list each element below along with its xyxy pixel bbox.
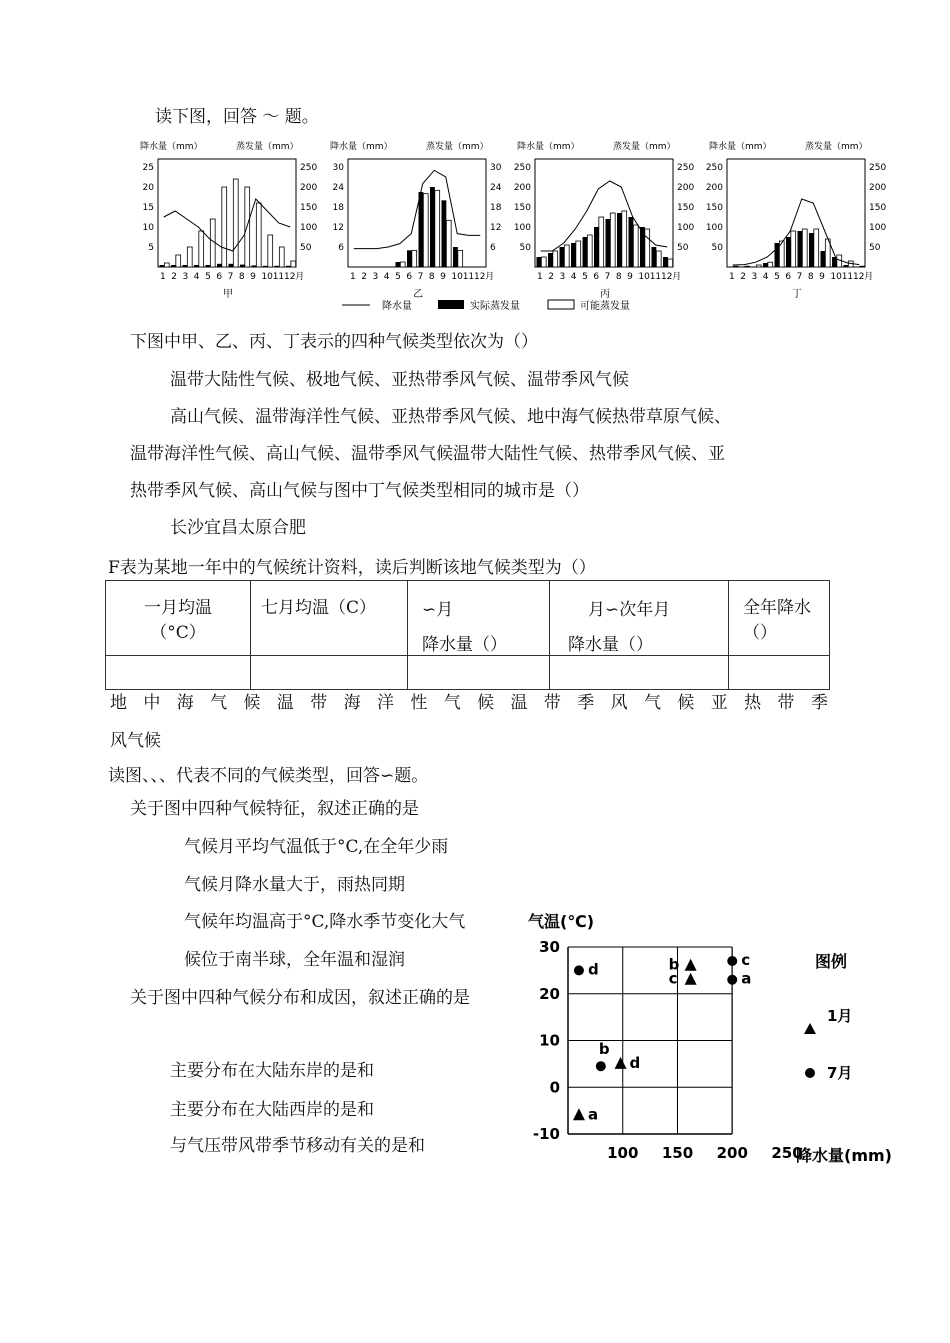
right-tick: 6: [490, 243, 496, 253]
cell-empty: [550, 656, 729, 690]
month-tick: 2: [740, 272, 747, 282]
month-tick: 11: [649, 272, 662, 282]
actual-evap-bar: [194, 265, 199, 267]
temp-precip-scatter: [520, 905, 920, 1185]
chart-name: 乙: [413, 289, 423, 300]
chart-right-label: 蒸发量（mm）: [613, 142, 676, 152]
jan-point: [615, 1057, 627, 1069]
col-annual-precip: 全年降水（）: [743, 598, 811, 643]
point-label: d: [629, 1053, 641, 1072]
option-char: 热: [744, 693, 762, 713]
actual-evap-bar: [786, 237, 791, 267]
question-1-option-a: 温带大陆性气候、极地气候、亚热带季风气候、温带季风气候: [170, 370, 629, 390]
col-precip-b: 月∽次年月: [588, 600, 671, 620]
left-tick: 250: [513, 163, 531, 173]
month-tick: 3: [372, 272, 379, 282]
chart-jia: [140, 140, 317, 300]
month-tick: 10: [261, 272, 273, 282]
legend-actual-marker: [438, 300, 464, 309]
potential-evap-bar: [576, 241, 581, 267]
right-tick: 24: [490, 183, 502, 193]
potential-evap-bar: [435, 190, 440, 267]
legend-line: 降水量: [382, 301, 412, 312]
potential-evap-bar: [599, 217, 604, 267]
potential-evap-bar: [745, 266, 750, 267]
point-label: a: [587, 1105, 599, 1124]
actual-evap-bar: [240, 265, 245, 267]
cell-empty: [729, 656, 830, 690]
question-4: 读图、、、代表不同的气候类型，回答∽题。: [108, 766, 429, 786]
right-tick: 250: [869, 163, 887, 173]
right-tick: 150: [677, 203, 695, 213]
month-tick: 2: [171, 272, 178, 282]
right-tick: 250: [300, 163, 318, 173]
actual-evap-bar: [652, 247, 657, 267]
left-tick: 250: [705, 163, 723, 173]
right-tick: 250: [677, 163, 695, 173]
month-tick: 4: [762, 272, 769, 282]
potential-evap-bar: [423, 194, 428, 267]
jul-point: [727, 975, 737, 985]
right-tick: 200: [677, 183, 695, 193]
option-char: 候: [243, 693, 261, 713]
scatter-legend-title: 图例: [815, 952, 848, 971]
right-tick: 150: [869, 203, 887, 213]
legend-jul-marker: [805, 1068, 815, 1078]
option-char: 带: [310, 693, 328, 713]
potential-evap-bar: [610, 213, 615, 267]
right-tick: 200: [869, 183, 887, 193]
month-tick: 3: [751, 272, 758, 282]
potential-evap-bar: [587, 235, 592, 267]
month-tick: 9: [819, 272, 825, 282]
actual-evap-bar: [571, 243, 576, 267]
right-tick: 50: [869, 243, 881, 253]
jan-point: [573, 1108, 585, 1120]
question-4-2-a: 主要分布在大陆东岸的是和: [170, 1061, 374, 1081]
chart-left-label: 降水量（mm）: [709, 142, 772, 152]
chart-bing: [514, 140, 695, 300]
month-tick: 5: [582, 272, 588, 282]
month-tick: 1: [729, 272, 735, 282]
potential-evap-bar: [199, 231, 204, 267]
right-tick: 200: [300, 183, 318, 193]
scatter-legend-jan: 1月: [827, 1007, 853, 1025]
option-char: 亚: [710, 693, 728, 713]
option-char: 气: [443, 693, 461, 713]
legend-potential: 可能蒸发量: [580, 301, 630, 312]
question-3-options-tail: 风气候: [110, 731, 161, 751]
col-precip-a-unit: 降水量（）: [422, 635, 507, 655]
legend-potential-marker: [548, 300, 574, 309]
actual-evap-bar: [396, 262, 401, 267]
jan-point: [685, 973, 697, 985]
actual-evap-bar: [442, 200, 447, 267]
col-jan-temp: 一月均温: [144, 598, 212, 618]
point-label: b: [598, 1040, 610, 1059]
option-char: 风: [610, 693, 628, 713]
jul-point: [727, 956, 737, 966]
right-tick: 12: [490, 223, 502, 233]
month-tick: 8: [615, 272, 622, 282]
potential-evap-bar: [768, 262, 773, 267]
option-char: 气: [644, 693, 661, 713]
potential-evap-bar: [553, 251, 558, 267]
question-4-2-b: 主要分布在大陆西岸的是和: [170, 1100, 374, 1120]
actual-evap-bar: [548, 253, 553, 267]
month-tick: 12: [852, 272, 865, 282]
chart-yi: [330, 140, 502, 300]
cell-empty: [408, 656, 550, 690]
point-label: b: [668, 955, 680, 974]
chart-left-label: 降水量（mm）: [517, 142, 580, 152]
question-4-1-b: 气候月降水量大于，雨热同期: [184, 875, 405, 895]
right-tick: 100: [300, 223, 318, 233]
potential-evap-bar: [233, 179, 238, 267]
option-char: 洋: [377, 693, 394, 713]
left-tick: 6: [338, 243, 344, 253]
col-jul-temp: 七月均温（C）: [261, 598, 377, 618]
actual-evap-bar: [183, 265, 188, 267]
month-tick: 6: [216, 272, 223, 282]
question-3-options: [110, 692, 828, 714]
actual-evap-bar: [809, 233, 814, 267]
right-tick: 100: [677, 223, 695, 233]
left-tick: 30: [332, 163, 344, 173]
actual-evap-bar: [160, 265, 165, 267]
potential-evap-bar: [256, 203, 261, 267]
month-tick: 7: [227, 272, 234, 282]
month-tick: 5: [205, 272, 211, 282]
month-tick: 2: [548, 272, 555, 282]
potential-evap-bar: [164, 263, 169, 267]
potential-evap-bar: [412, 250, 417, 267]
potential-evap-bar: [814, 229, 819, 267]
question-4-1-a: 气候月平均气温低于°C,在全年少雨: [184, 837, 449, 857]
option-char: 带: [777, 693, 795, 713]
left-tick: 50: [519, 243, 531, 253]
question-4-2: 关于图中四种气候分布和成因，叙述正确的是: [130, 988, 470, 1008]
actual-evap-bar: [798, 231, 803, 267]
right-tick: 50: [677, 243, 689, 253]
potential-evap-bar: [802, 229, 807, 267]
chart-right-label: 蒸发量（mm）: [426, 142, 489, 152]
option-char: 温: [510, 693, 528, 713]
potential-evap-bar: [176, 255, 181, 267]
month-tick: 5: [774, 272, 780, 282]
cell-empty: [251, 656, 408, 690]
month-tick: 11: [462, 272, 475, 282]
actual-evap-bar: [594, 227, 599, 267]
cell-empty: [106, 656, 251, 690]
actual-evap-bar: [171, 265, 176, 267]
potential-evap-bar: [541, 257, 546, 267]
month-tick: 7: [417, 272, 424, 282]
actual-evap-bar: [419, 192, 424, 267]
actual-evap-bar: [560, 247, 565, 267]
right-tick: 18: [490, 203, 502, 213]
potential-evap-bar: [645, 229, 650, 267]
right-tick: 50: [300, 243, 312, 253]
question-3: F表为某地一年中的气候统计资料，读后判断该地气候类型为（）: [108, 558, 596, 578]
y-tick: 30: [539, 938, 560, 956]
y-tick: 10: [539, 1031, 560, 1050]
point-label: a: [741, 969, 752, 988]
intro-text: 读下图，回答 ～ 题。: [155, 107, 319, 127]
point-label: d: [587, 960, 599, 979]
actual-evap-bar: [537, 257, 542, 267]
potential-evap-bar: [756, 265, 761, 267]
climate-charts: [130, 135, 890, 320]
month-tick: 5: [395, 272, 401, 282]
actual-evap-bar: [629, 217, 634, 267]
potential-evap-bar: [791, 231, 796, 267]
actual-evap-bar: [252, 265, 257, 267]
col-precip-b-unit: 降水量（）: [568, 635, 653, 655]
potential-evap-bar: [668, 259, 673, 267]
option-char: 季: [810, 693, 828, 713]
month-tick: 3: [182, 272, 189, 282]
option-char: 温: [276, 693, 294, 713]
left-tick: 200: [513, 183, 531, 193]
option-char: 性: [410, 693, 428, 713]
jul-point: [574, 965, 584, 975]
y-tick: -10: [532, 1125, 560, 1143]
left-tick: 25: [142, 163, 154, 173]
y-tick: 20: [539, 984, 560, 1003]
month-tick: 4: [383, 272, 390, 282]
col-precip-a: ∽月: [422, 600, 454, 620]
chart-left-label: 降水量（mm）: [140, 142, 203, 152]
chart-name: 丙: [600, 289, 610, 300]
actual-evap-bar: [453, 247, 458, 267]
month-tick: 3: [559, 272, 566, 282]
left-tick: 10: [142, 223, 154, 233]
chart-right-label: 蒸发量（mm）: [805, 142, 868, 152]
question-4-1-c: 气候年均温高于°C,降水季节变化大气: [184, 912, 466, 932]
left-tick: 100: [705, 223, 723, 233]
option-char: 候: [477, 693, 495, 713]
actual-evap-bar: [617, 213, 622, 267]
month-tick: 9: [250, 272, 256, 282]
option-char: 中: [143, 693, 161, 713]
month-tick: 6: [406, 272, 413, 282]
chart-right-label: 蒸发量（mm）: [236, 142, 299, 152]
chart-name: 丁: [792, 289, 802, 300]
potential-evap-bar: [222, 187, 227, 267]
potential-evap-bar: [633, 225, 638, 267]
actual-evap-bar: [763, 263, 768, 267]
potential-evap-bar: [458, 250, 463, 267]
potential-evap-bar: [187, 247, 192, 267]
left-tick: 15: [142, 203, 154, 213]
month-tick: 12: [283, 272, 296, 282]
month-tick: 10: [451, 272, 463, 282]
potential-evap-bar: [210, 219, 215, 267]
actual-evap-bar: [821, 251, 826, 267]
right-tick: 150: [300, 203, 318, 213]
question-4-1-d: 候位于南半球，全年温和湿润: [184, 950, 405, 970]
month-tick: 8: [428, 272, 435, 282]
option-char: 地: [110, 693, 127, 713]
month-tick: 12: [473, 272, 486, 282]
month-tick: 6: [593, 272, 600, 282]
month-tick: 9: [440, 272, 446, 282]
left-tick: 150: [705, 203, 723, 213]
left-tick: 20: [142, 183, 154, 193]
actual-evap-bar: [229, 264, 234, 267]
potential-evap-bar: [291, 261, 296, 267]
x-tick: 250: [771, 1144, 803, 1162]
month-tick: 9: [627, 272, 633, 282]
x-tick: 100: [607, 1144, 639, 1162]
month-tick: 10: [830, 272, 842, 282]
potential-evap-bar: [268, 235, 273, 267]
actual-evap-bar: [663, 257, 668, 267]
left-tick: 5: [148, 243, 154, 253]
left-tick: 50: [711, 243, 723, 253]
option-char: 候: [677, 693, 695, 713]
potential-evap-bar: [860, 266, 865, 267]
scatter-xlabel: 降水量(mm): [796, 1146, 892, 1165]
actual-evap-bar: [844, 265, 849, 267]
month-tick: 月: [864, 272, 874, 282]
x-tick: 200: [716, 1144, 748, 1162]
chart-left-label: 降水量（mm）: [330, 142, 393, 152]
month-tick: 4: [570, 272, 577, 282]
point-label: c: [741, 951, 751, 970]
potential-evap-bar: [400, 262, 405, 267]
option-char: 气: [210, 693, 228, 713]
right-tick: 100: [869, 223, 887, 233]
actual-evap-bar: [606, 219, 611, 267]
question-4-2-c: 与气压带风带季节移动有关的是和: [170, 1136, 425, 1156]
month-tick: 8: [807, 272, 814, 282]
jul-point: [596, 1061, 606, 1071]
actual-evap-bar: [275, 266, 280, 267]
climate-table: [105, 580, 830, 690]
scatter-ylabel: 气温(℃): [528, 912, 595, 931]
month-tick: 6: [785, 272, 792, 282]
month-tick: 10: [638, 272, 650, 282]
month-tick: 1: [537, 272, 543, 282]
question-1-option-b: 高山气候、温带海洋性气候、亚热带季风气候、地中海气候热带草原气候、: [170, 407, 731, 427]
potential-evap-bar: [279, 247, 284, 267]
left-tick: 150: [513, 203, 531, 213]
left-tick: 24: [332, 183, 344, 193]
potential-evap-bar: [564, 245, 569, 267]
potential-evap-bar: [733, 266, 738, 267]
potential-evap-bar: [656, 251, 661, 267]
month-tick: 2: [361, 272, 368, 282]
actual-evap-bar: [583, 237, 588, 267]
actual-evap-bar: [407, 250, 412, 267]
actual-evap-bar: [206, 265, 211, 267]
month-tick: 月: [672, 272, 682, 282]
option-char: 海: [176, 693, 194, 713]
question-4-1: 关于图中四种气候特征，叙述正确的是: [130, 799, 419, 819]
left-tick: 200: [705, 183, 723, 193]
actual-evap-bar: [286, 266, 291, 267]
month-tick: 7: [604, 272, 611, 282]
actual-evap-bar: [430, 187, 435, 267]
legend-actual: 实际蒸发量: [470, 301, 520, 312]
legend-jan-marker: [804, 1023, 816, 1034]
option-char: 季: [577, 693, 595, 713]
month-tick: 8: [238, 272, 245, 282]
jan-point: [685, 959, 697, 971]
actual-evap-bar: [263, 266, 268, 267]
month-tick: 7: [796, 272, 803, 282]
col-jan-temp-unit: （°C）: [150, 623, 206, 643]
month-tick: 12: [660, 272, 673, 282]
month-tick: 11: [841, 272, 854, 282]
option-char: 海: [343, 693, 361, 713]
x-tick: 150: [661, 1144, 694, 1162]
chart-ding: [706, 140, 887, 300]
month-tick: 月: [295, 272, 305, 282]
precip-line: [354, 170, 481, 248]
potential-evap-bar: [446, 220, 451, 267]
point-label: c: [668, 969, 678, 988]
right-tick: 30: [490, 163, 502, 173]
chart-name: 甲: [223, 289, 233, 300]
option-char: 带: [543, 693, 561, 713]
month-tick: 月: [485, 272, 495, 282]
month-tick: 11: [272, 272, 285, 282]
question-2-options: 长沙宜昌太原合肥: [170, 518, 306, 538]
month-tick: 4: [193, 272, 200, 282]
month-tick: 1: [160, 272, 166, 282]
left-tick: 100: [513, 223, 531, 233]
question-1: 下图中甲、乙、丙、丁表示的四种气候类型依次为（）: [130, 332, 538, 352]
left-tick: 18: [332, 203, 344, 213]
question-1-option-d: 热带季风气候、高山气候与图中丁气候类型相同的城市是（）: [130, 481, 589, 501]
y-tick: 0: [549, 1078, 560, 1097]
month-tick: 1: [350, 272, 356, 282]
question-1-option-c: 温带海洋性气候、高山气候、温带季风气候温带大陆性气候、热带季风气候、亚: [130, 444, 725, 464]
potential-evap-bar: [622, 211, 627, 267]
left-tick: 12: [332, 223, 344, 233]
actual-evap-bar: [217, 264, 222, 267]
scatter-legend-jul: 7月: [827, 1064, 853, 1082]
